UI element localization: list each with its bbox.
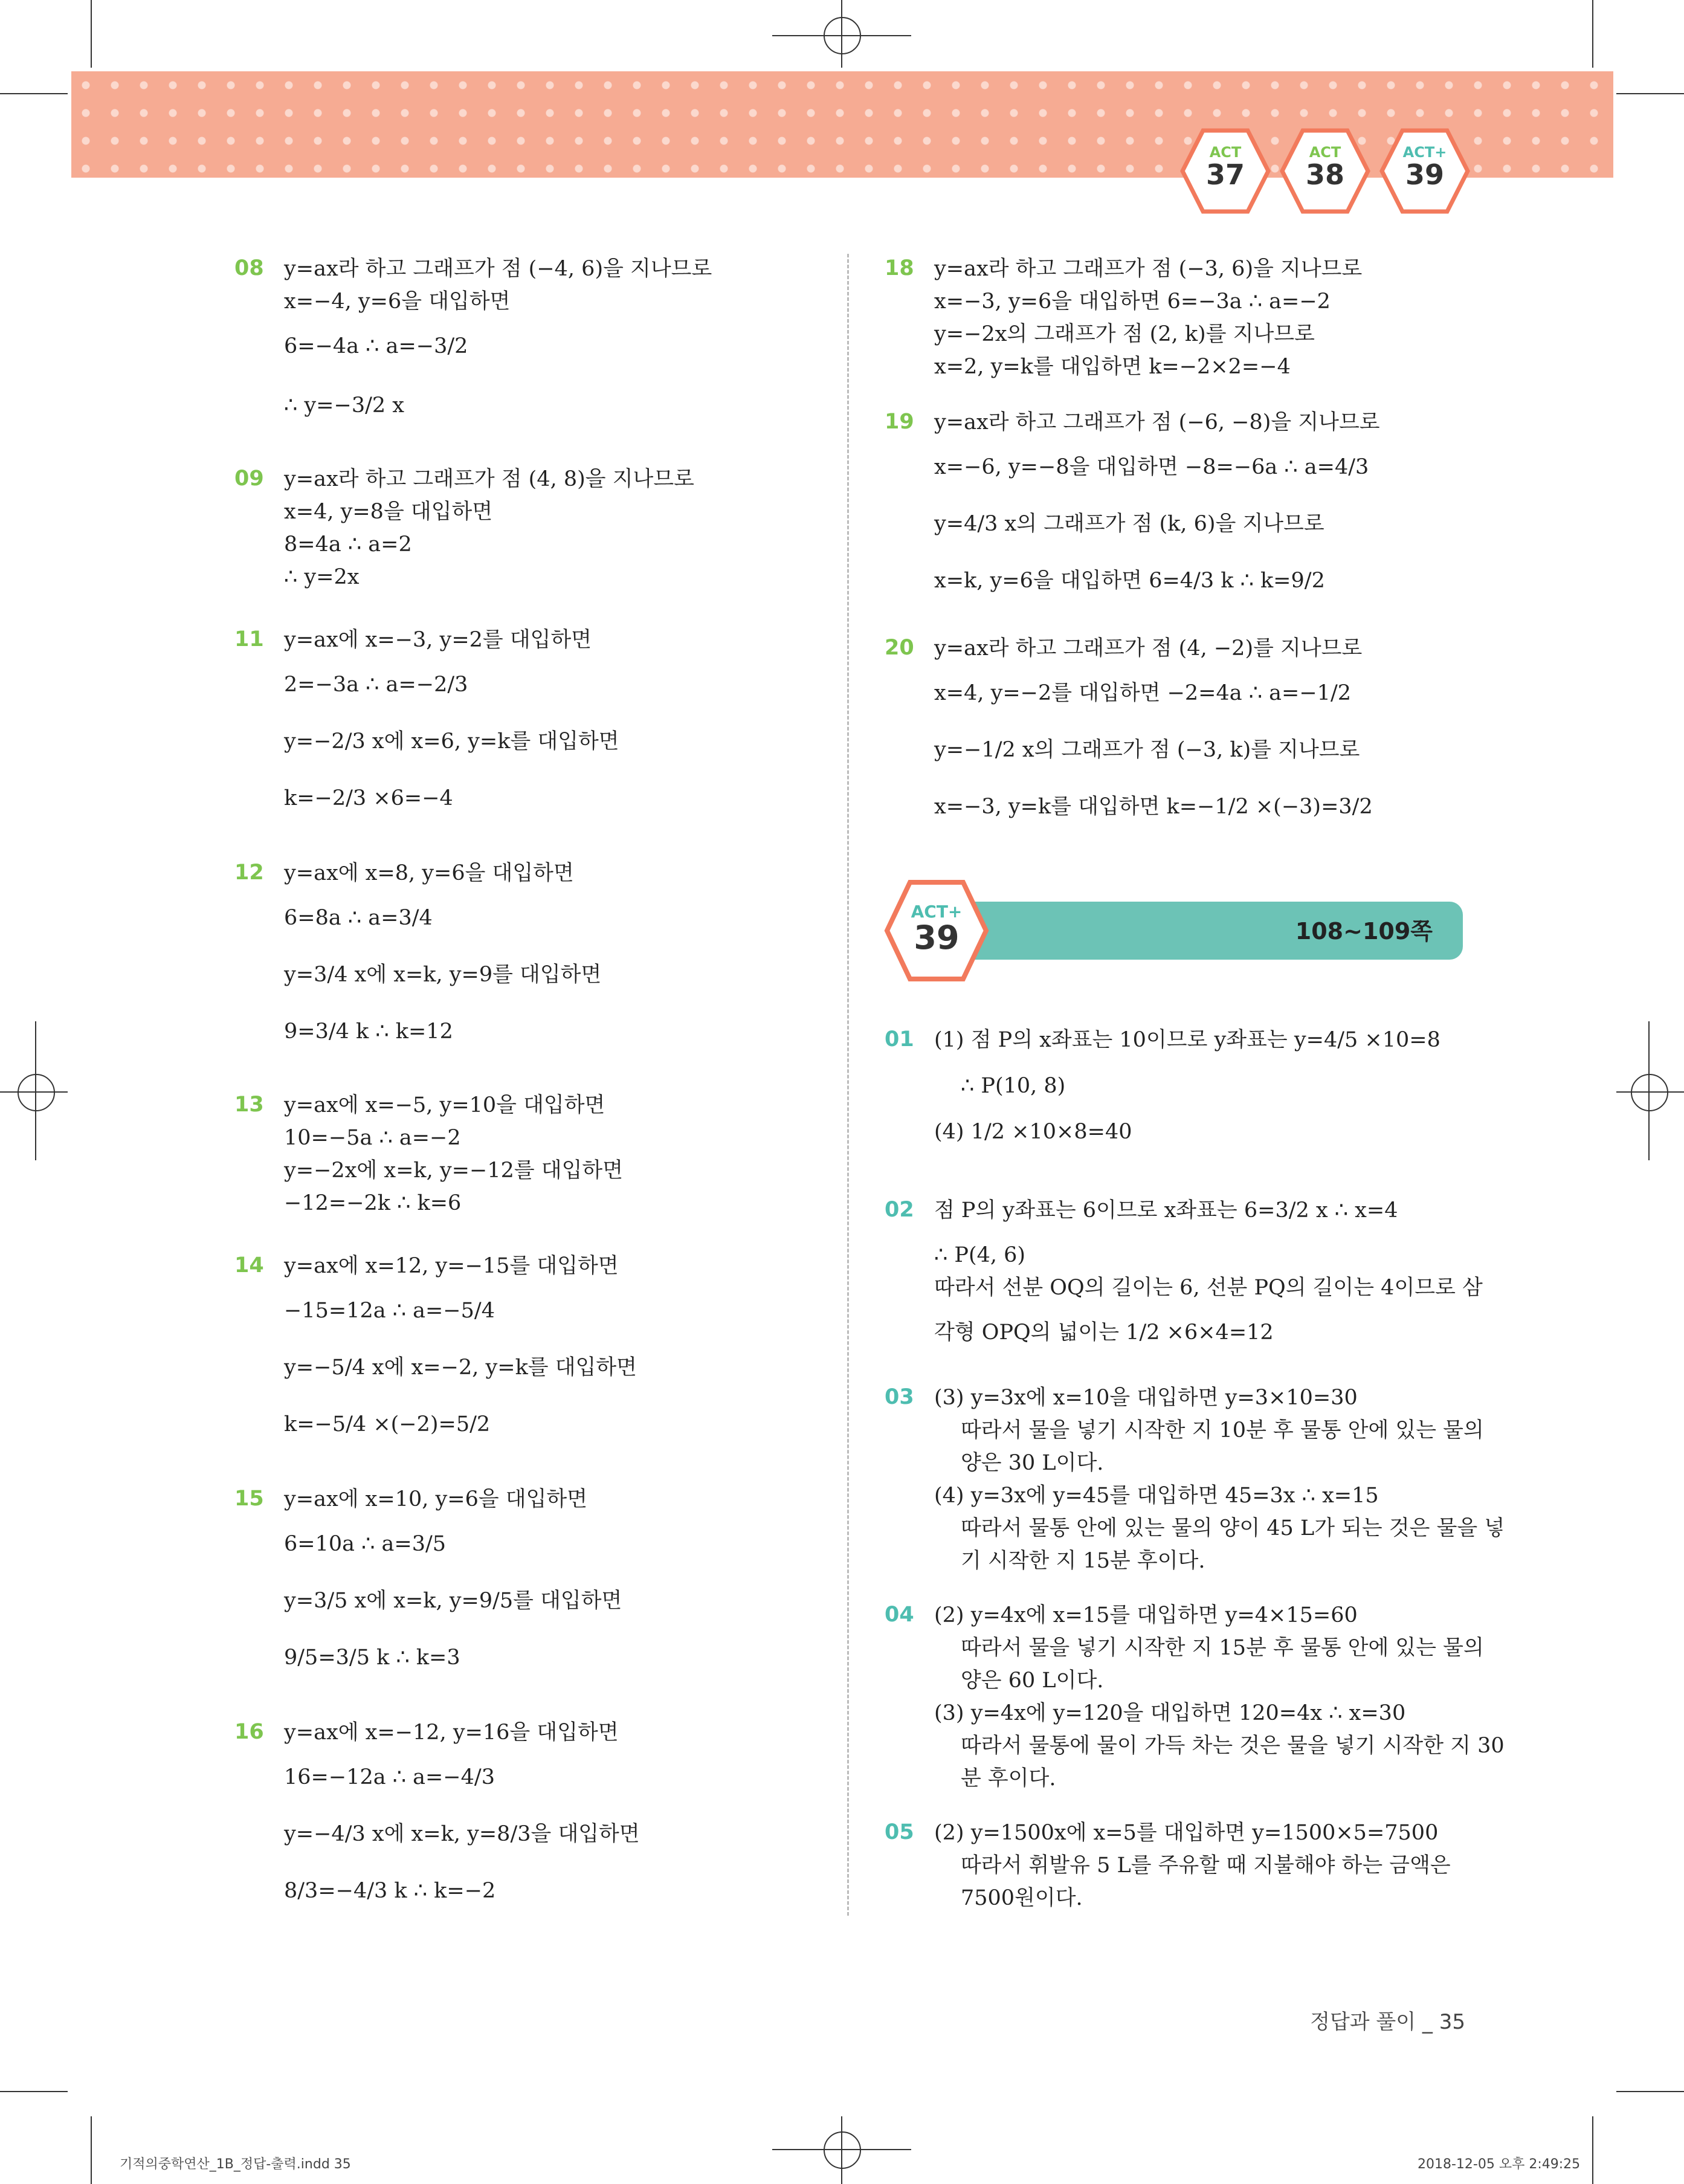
- solution-line: k=−2/3 ×6=−4: [284, 786, 453, 810]
- solution-line: y=3/5 x에 x=k, y=9/5를 대입하면: [284, 1589, 622, 1613]
- print-slug-file: 기적의중학연산_1B_정답-출력.indd 35: [120, 2157, 351, 2172]
- solution-line: x=−6, y=−8을 대입하면 −8=−6a ∴ a=4/3: [934, 455, 1369, 479]
- solution-line: ∴ P(10, 8): [961, 1074, 1066, 1098]
- solution-line: x=−4, y=6을 대입하면: [284, 289, 511, 314]
- solution-line: y=−4/3 x에 x=k, y=8/3을 대입하면: [284, 1822, 640, 1846]
- solution-line: −12=−2k ∴ k=6: [284, 1191, 462, 1215]
- crop-mark: [0, 2091, 68, 2092]
- solution-line: 9/5=3/5 k ∴ k=3: [284, 1646, 460, 1670]
- solution-line: ∴ P(4, 6): [934, 1243, 1026, 1267]
- solution-line: y=ax에 x=8, y=6을 대입하면: [284, 861, 574, 885]
- crop-mark: [1592, 2116, 1593, 2184]
- problem-number: 15: [234, 1487, 264, 1511]
- section-page-range: 108~109쪽: [1295, 918, 1433, 945]
- problem-number: 05: [885, 1820, 914, 1844]
- problem-number: 18: [885, 256, 914, 280]
- solution-line: 8/3=−4/3 k ∴ k=−2: [284, 1879, 496, 1903]
- act-badge-number: 38: [1305, 158, 1344, 191]
- solution-line: k=−5/4 ×(−2)=5/2: [284, 1412, 491, 1436]
- act-badge-number: 39: [1405, 158, 1444, 191]
- solution-line: y=ax에 x=10, y=6을 대입하면: [284, 1487, 588, 1511]
- solution-line: y=ax에 x=−3, y=2를 대입하면: [284, 628, 592, 652]
- act-badge-label: ACT: [1209, 144, 1242, 161]
- crop-mark: [1592, 0, 1593, 68]
- solution-line: y=−2x에 x=k, y=−12를 대입하면: [284, 1158, 624, 1183]
- crop-mark: [0, 93, 68, 94]
- solution-line: y=3/4 x에 x=k, y=9를 대입하면: [284, 963, 602, 987]
- solution-line: x=−3, y=6을 대입하면 6=−3a ∴ a=−2: [934, 289, 1331, 314]
- crop-mark: [1616, 2091, 1684, 2092]
- solution-line: 각형 OPQ의 넓이는 1/2 ×6×4=12: [934, 1320, 1274, 1345]
- problem-number: 09: [234, 467, 264, 491]
- solution-line: (4) 1/2 ×10×8=40: [934, 1120, 1132, 1144]
- act-badge-number: 37: [1205, 158, 1245, 191]
- solution-line: y=−2/3 x에 x=6, y=k를 대입하면: [284, 729, 619, 754]
- solution-line: 분 후이다.: [961, 1766, 1056, 1791]
- act-badge-38: [1280, 126, 1370, 216]
- solution-line: y=ax라 하고 그래프가 점 (−6, −8)을 지나므로: [934, 410, 1380, 435]
- problem-number: 03: [885, 1385, 914, 1409]
- solution-line: ∴ y=−3/2 x: [284, 393, 405, 418]
- solution-line: 6=10a ∴ a=3/5: [284, 1532, 447, 1556]
- section-header-bar: [940, 902, 1463, 960]
- page-footer-label: 정답과 풀이 _ 35: [1310, 2010, 1465, 2034]
- section-act-label: ACT+: [911, 902, 963, 922]
- solution-line: 양은 30 L이다.: [961, 1451, 1104, 1475]
- solution-line: 양은 60 L이다.: [961, 1669, 1104, 1693]
- solution-line: (1) 점 P의 x좌표는 10이므로 y좌표는 y=4/5 ×10=8: [934, 1028, 1440, 1052]
- solution-line: 7500원이다.: [961, 1886, 1083, 1910]
- solution-line: y=ax에 x=−5, y=10을 대입하면: [284, 1093, 605, 1117]
- solution-line: y=ax에 x=−12, y=16을 대입하면: [284, 1720, 619, 1745]
- crop-mark: [91, 2116, 92, 2184]
- solution-line: 10=−5a ∴ a=−2: [284, 1126, 461, 1150]
- print-slug-date: 2018-12-05 오후 2:49:25: [1418, 2157, 1581, 2172]
- problem-number: 12: [234, 861, 264, 885]
- solution-line: 6=−4a ∴ a=−3/2: [284, 334, 468, 358]
- problem-number: 01: [885, 1027, 914, 1052]
- solution-line: 2=−3a ∴ a=−2/3: [284, 673, 468, 697]
- solution-line: 기 시작한 지 15분 후이다.: [961, 1549, 1205, 1573]
- solution-line: y=ax라 하고 그래프가 점 (4, 8)을 지나므로: [284, 467, 694, 491]
- solution-line: 9=3/4 k ∴ k=12: [284, 1019, 453, 1044]
- solution-line: 따라서 물을 넣기 시작한 지 15분 후 물통 안에 있는 물의: [961, 1636, 1484, 1660]
- act-badge-37: [1180, 126, 1271, 216]
- solution-line: 따라서 휘발유 5 L를 주유할 때 지불해야 하는 금액은: [961, 1853, 1451, 1878]
- crop-mark: [91, 0, 92, 68]
- solution-line: y=−5/4 x에 x=−2, y=k를 대입하면: [284, 1355, 637, 1380]
- solution-line: y=−1/2 x의 그래프가 점 (−3, k)를 지나므로: [934, 738, 1360, 762]
- solution-line: 따라서 물통 안에 있는 물의 양이 45 L가 되는 것은 물을 넣: [961, 1516, 1505, 1540]
- problem-number: 14: [234, 1253, 264, 1278]
- solution-line: (3) y=4x에 y=120을 대입하면 120=4x ∴ x=30: [934, 1701, 1406, 1725]
- solution-line: y=−2x의 그래프가 점 (2, k)를 지나므로: [934, 322, 1315, 346]
- solution-line: (4) y=3x에 y=45를 대입하면 45=3x ∴ x=15: [934, 1484, 1379, 1508]
- solution-line: x=2, y=k를 대입하면 k=−2×2=−4: [934, 355, 1291, 379]
- problem-number: 04: [885, 1603, 914, 1627]
- solution-line: x=4, y=−2를 대입하면 −2=4a ∴ a=−1/2: [934, 681, 1352, 705]
- registration-mark: [18, 1074, 55, 1111]
- solution-line: ∴ y=2x: [284, 565, 360, 589]
- solution-line: −15=12a ∴ a=−5/4: [284, 1299, 495, 1323]
- problem-number: 11: [234, 627, 264, 651]
- section-act-number: 39: [914, 919, 960, 957]
- solution-line: 점 P의 y좌표는 6이므로 x좌표는 6=3/2 x ∴ x=4: [934, 1198, 1398, 1223]
- solution-line: y=ax에 x=12, y=−15를 대입하면: [284, 1254, 619, 1278]
- solution-line: y=ax라 하고 그래프가 점 (−4, 6)을 지나므로: [284, 257, 712, 281]
- problem-number: 02: [885, 1198, 914, 1222]
- solution-line: (2) y=1500x에 x=5를 대입하면 y=1500×5=7500: [934, 1821, 1439, 1845]
- registration-mark: [824, 17, 861, 54]
- problem-number: 13: [234, 1093, 264, 1117]
- solution-line: 따라서 물을 넣기 시작한 지 10분 후 물통 안에 있는 물의: [961, 1418, 1484, 1443]
- solution-line: 따라서 물통에 물이 가득 차는 것은 물을 넣기 시작한 지 30: [961, 1734, 1505, 1758]
- solution-line: y=ax라 하고 그래프가 점 (4, −2)를 지나므로: [934, 636, 1363, 661]
- problem-number: 19: [885, 410, 914, 434]
- act-badge-label: ACT+: [1402, 144, 1447, 161]
- column-divider: [847, 254, 849, 1916]
- solution-line: 6=8a ∴ a=3/4: [284, 906, 433, 930]
- solution-line: 8=4a ∴ a=2: [284, 532, 412, 557]
- solution-line: y=ax라 하고 그래프가 점 (−3, 6)을 지나므로: [934, 257, 1363, 281]
- act-badge-label: ACT: [1309, 144, 1341, 161]
- crop-mark: [1616, 93, 1684, 94]
- solution-line: x=k, y=6을 대입하면 6=4/3 k ∴ k=9/2: [934, 569, 1325, 593]
- solution-line: x=−3, y=k를 대입하면 k=−1/2 ×(−3)=3/2: [934, 795, 1373, 819]
- registration-mark: [1631, 1074, 1668, 1111]
- solution-line: 16=−12a ∴ a=−4/3: [284, 1765, 495, 1789]
- solution-line: (2) y=4x에 x=15를 대입하면 y=4×15=60: [934, 1603, 1358, 1627]
- section-act-badge: [883, 877, 990, 984]
- solution-line: x=4, y=8을 대입하면: [284, 500, 493, 524]
- act-badge-39: [1379, 126, 1470, 216]
- solution-line: y=4/3 x의 그래프가 점 (k, 6)을 지나므로: [934, 512, 1324, 536]
- solution-line: 따라서 선분 OQ의 길이는 6, 선분 PQ의 길이는 4이므로 삼: [934, 1276, 1483, 1300]
- problem-number: 20: [885, 636, 914, 660]
- registration-mark: [824, 2131, 861, 2169]
- solution-line: (3) y=3x에 x=10을 대입하면 y=3×10=30: [934, 1386, 1358, 1410]
- problem-number: 08: [234, 256, 264, 280]
- problem-number: 16: [234, 1720, 264, 1744]
